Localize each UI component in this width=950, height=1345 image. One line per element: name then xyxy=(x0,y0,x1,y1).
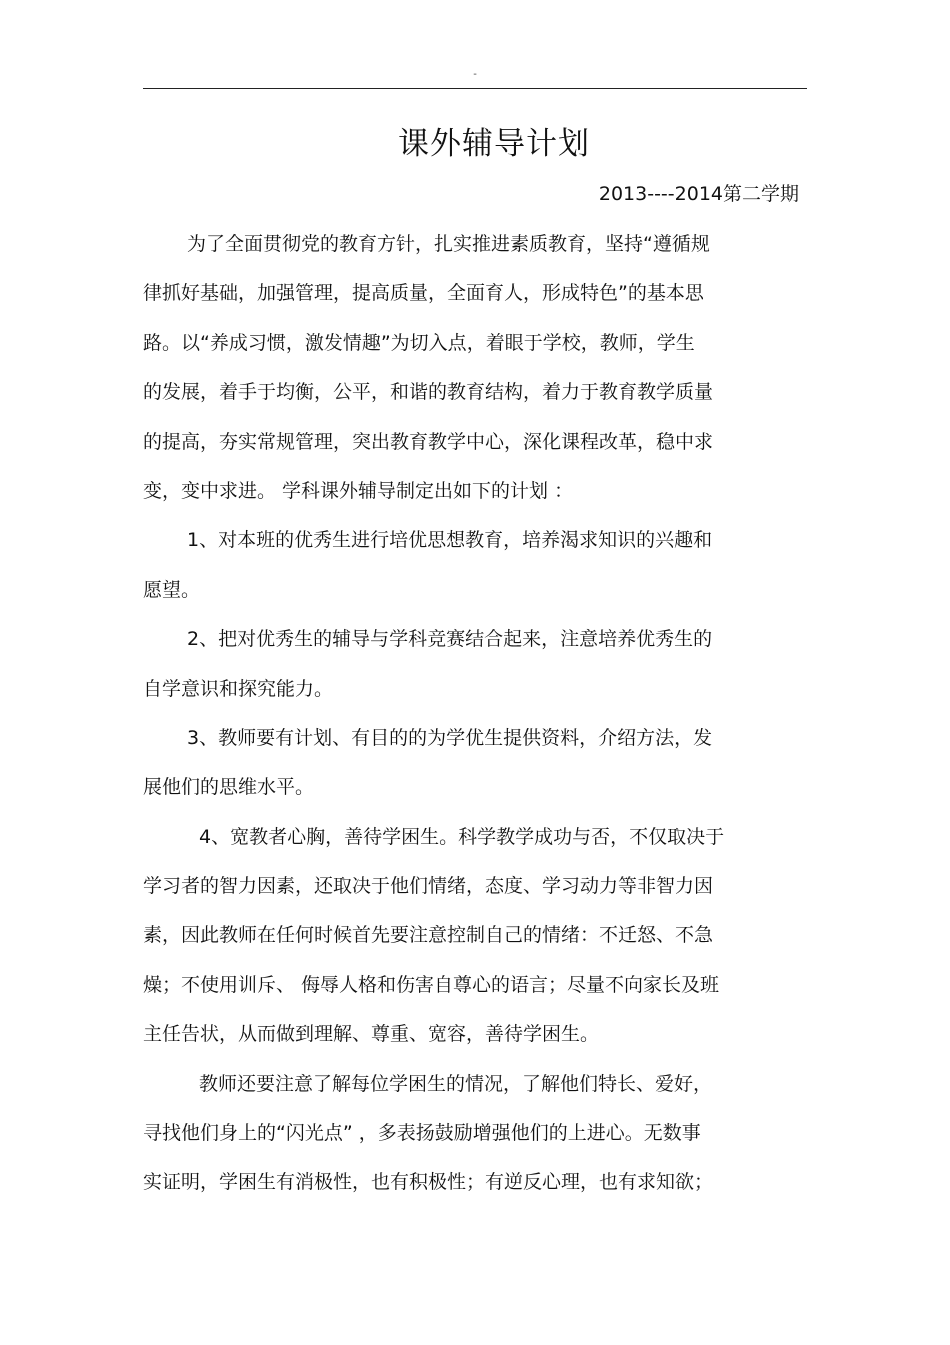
text-line: 的提高，夯实常规管理，突出教育教学中心，深化课程改革，稳中求 xyxy=(143,430,714,453)
text-line: 寻找他们身上的“闪光点” ，多表扬鼓励增强他们的上进心。无数事 xyxy=(143,1122,701,1145)
text-line: 愿望。 xyxy=(143,578,201,601)
document-body xyxy=(143,224,783,1212)
text-line: 律抓好基础，加强管理，提高质量，全面育人，形成特色”的基本思 xyxy=(143,282,704,305)
text-line: 为了全面贯彻党的教育方针，扎实推进素质教育，坚持“遵循规 xyxy=(187,233,710,255)
text-line: 教师还要注意了解每位学困生的情况，了解他们特长、爱好， xyxy=(199,1072,713,1095)
text-line: 自学意识和探究能力。 xyxy=(143,677,334,700)
text-line: 路。以“养成习惯，激发情趣”为切入点，着眼于学校，教师，学生 xyxy=(143,331,695,354)
text-line: 1、对本班的优秀生进行培优思想教育，培养渴求知识的兴趣和 xyxy=(187,529,713,552)
text-line: 学习者的智力因素，还取决于他们情绪，态度、学习动力等非智力因 xyxy=(143,875,714,898)
text-line: 的发展，着手于均衡，公平，和谐的教育结构，着力于教育教学质量 xyxy=(143,381,714,404)
text-line: 展他们的思维水平。 xyxy=(143,776,315,799)
page-header-mark: - xyxy=(473,69,477,80)
document-title: 课外辅导计划 xyxy=(398,126,590,162)
text-line: 变，变中求进。 学科课外辅导制定出如下的计划 ： xyxy=(143,479,574,502)
term-label: 2013----2014第二学期 xyxy=(598,183,799,205)
text-line: 实证明，学困生有消极性，也有积极性；有逆反心理，也有求知欲； xyxy=(143,1171,714,1194)
text-line: 2、把对优秀生的辅导与学科竞赛结合起来，注意培养优秀生的 xyxy=(187,628,713,651)
text-line: 燥；不使用训斥、 侮辱人格和伤害自尊心的语言；尽量不向家长及班 xyxy=(143,973,720,996)
text-line: 4、宽教者心胸，善待学困生。科学教学成功与否，不仅取决于 xyxy=(199,825,725,848)
text-line: 素，因此教师在任何时候首先要注意控制自己的情绪：不迁怒、不急 xyxy=(143,924,714,947)
header-rule xyxy=(143,88,807,89)
text-line: 3、教师要有计划、有目的的为学优生提供资料，介绍方法，发 xyxy=(187,726,713,749)
text-line: 主任告状，从而做到理解、尊重、宽容，善待学困生。 xyxy=(143,1023,600,1046)
